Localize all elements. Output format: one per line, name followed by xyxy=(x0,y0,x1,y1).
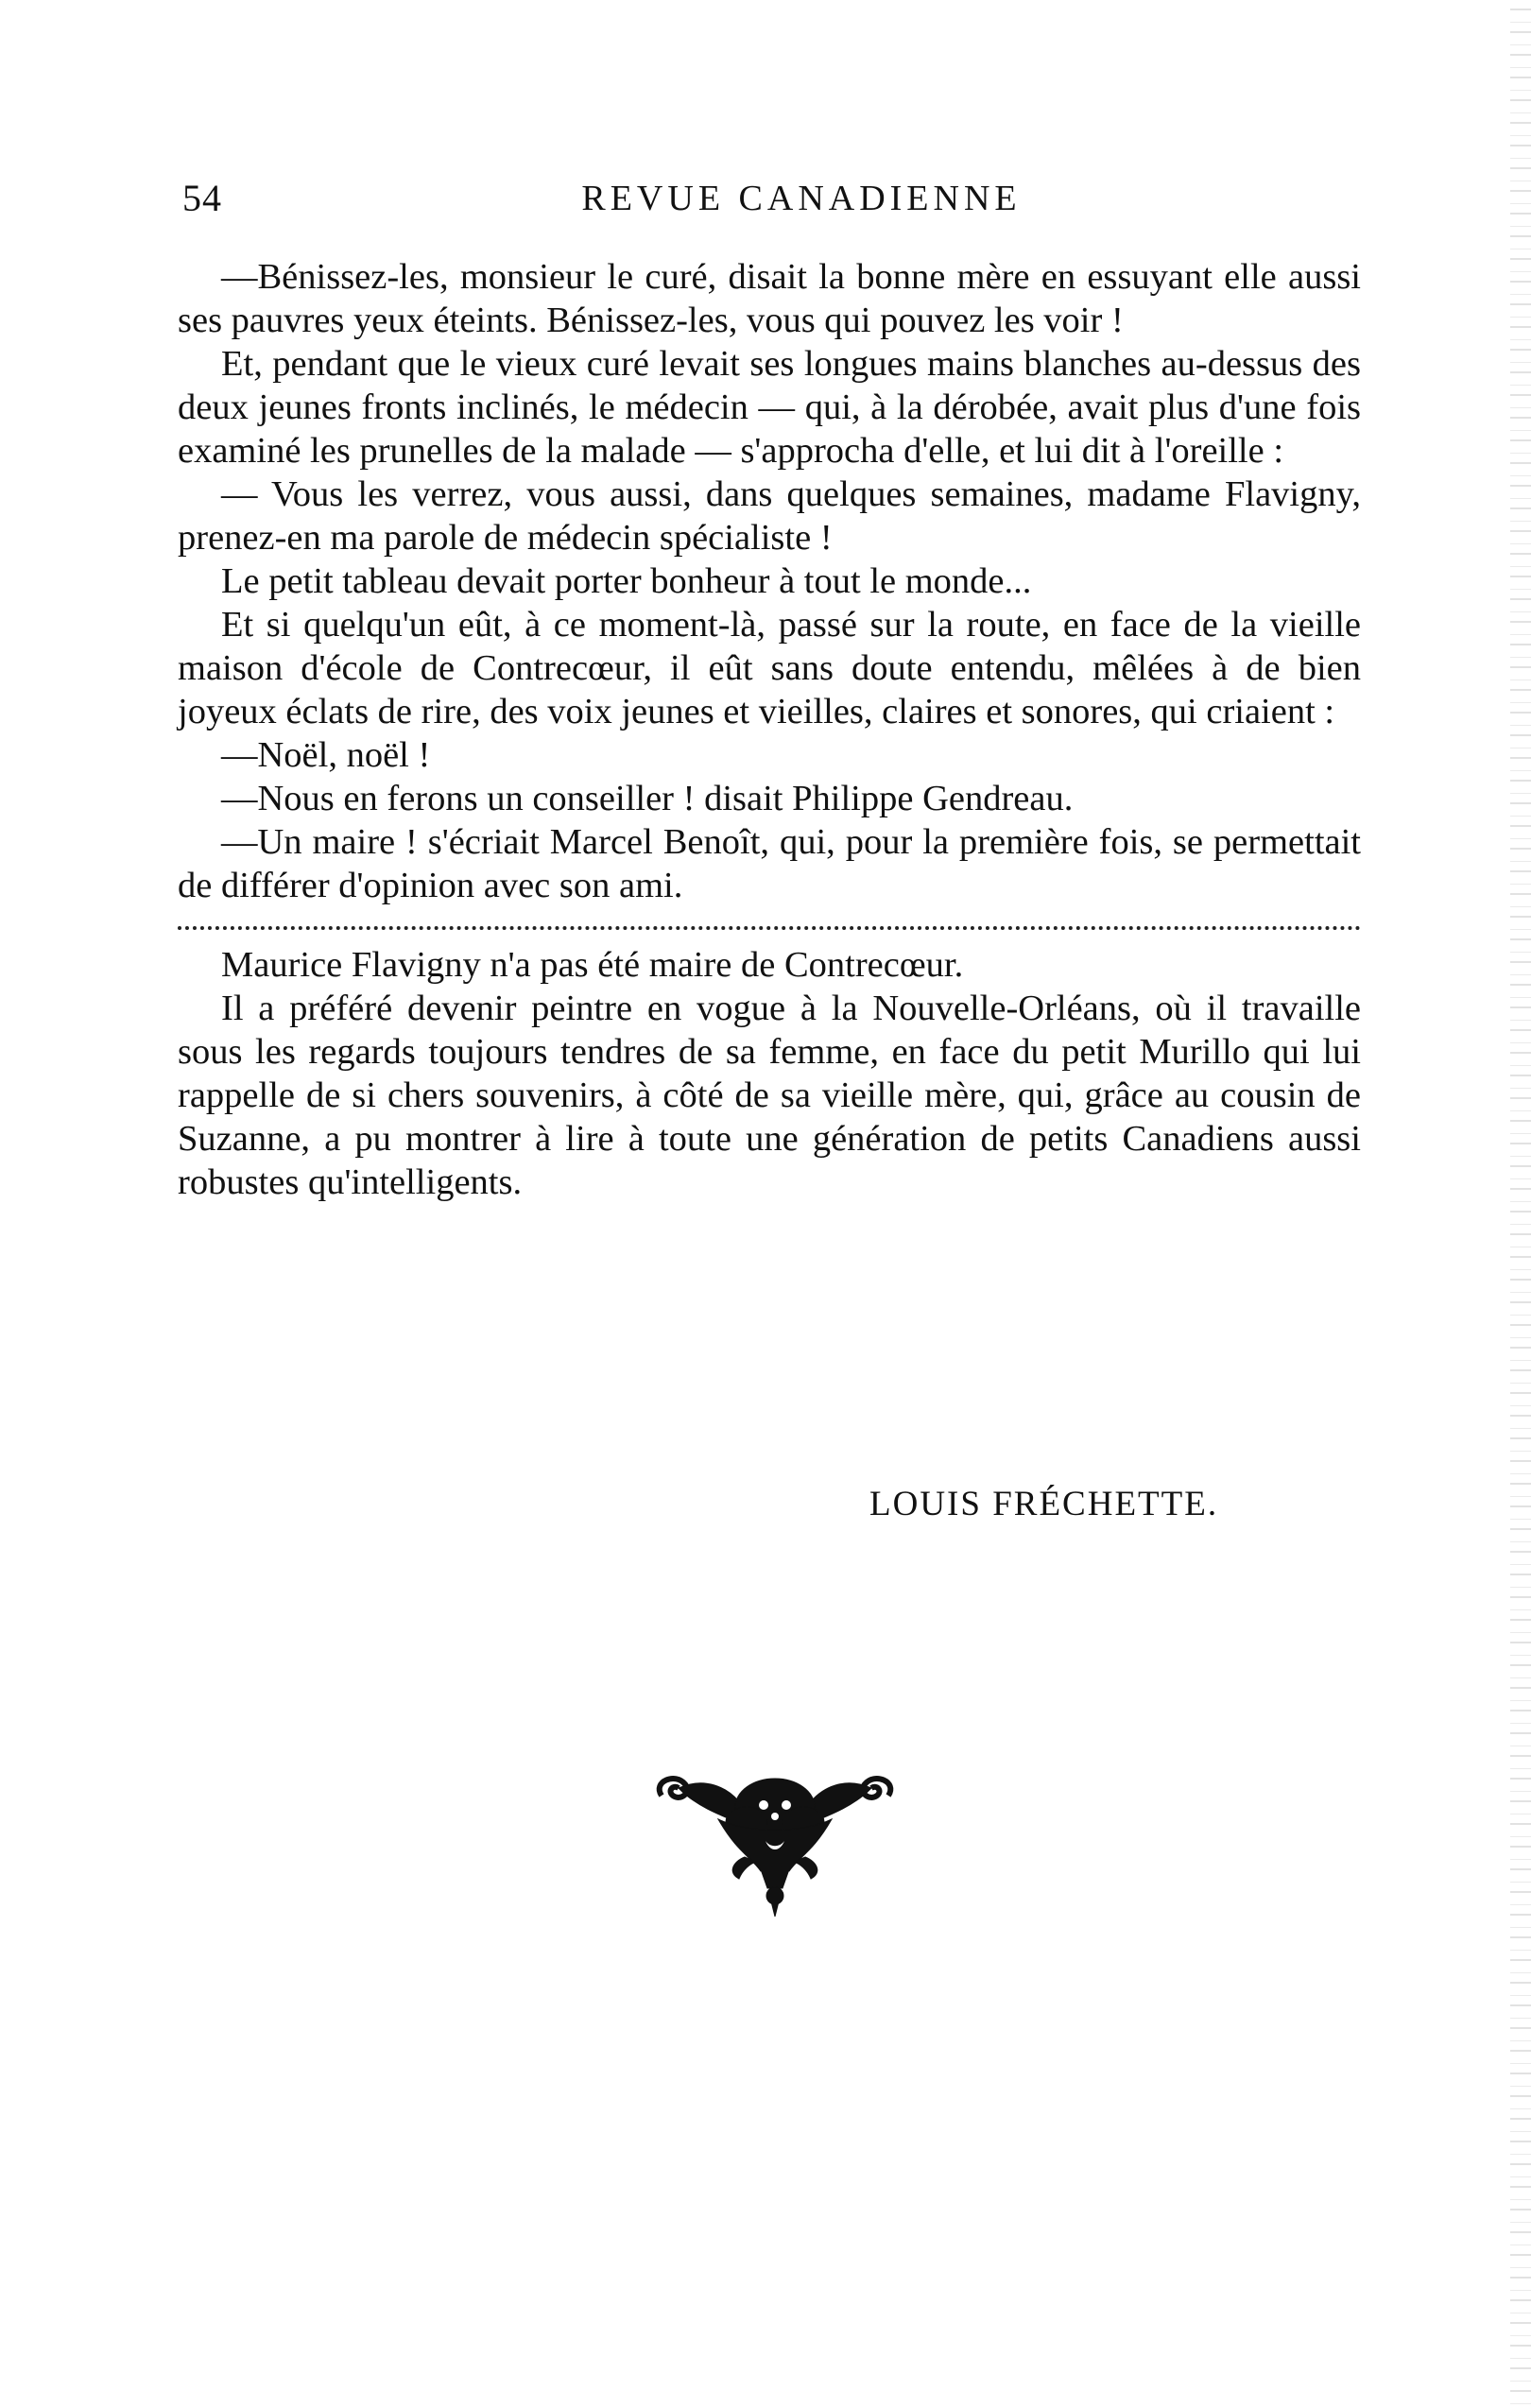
body-text xyxy=(178,255,1361,1204)
page-header xyxy=(182,176,1364,232)
scan-edge-border xyxy=(1510,0,1531,2408)
floral-fleuron-ornament-icon xyxy=(652,1767,898,1918)
paragraph: Et si quelqu'un eût, à ce moment-là, passé sur la route, en face de la vieille maison d'école de Contrecœur, il eût sans doute entendu, mêlées à de bien joyeux éclats de rire, des voix jeunes et vieilles, claires et sonores, qui criaient : xyxy=(178,605,1361,731)
paragraph: —Noël, noël ! xyxy=(221,735,431,775)
paragraph: —Bénissez-les, monsieur le curé, disait la bonne mère en essuyant elle aussi ses pauvres yeux éteints. Bénissez-les, vous qui pouvez les voir ! xyxy=(178,257,1361,340)
page-number: 54 xyxy=(182,177,222,219)
dotted-separator xyxy=(178,913,1361,930)
paragraph: —Nous en ferons un conseiller ! disait Philippe Gendreau. xyxy=(221,779,1074,818)
paragraph: Il a préféré devenir peintre en vogue à la Nouvelle-Orléans, où il travaille sous les regards toujours tendres de sa femme, en face du petit Murillo qui lui rappelle de si chers souvenirs, à côté de sa vieille mère, qui, grâce au cousin de Suzanne, a pu montrer à lire à toute une génération de petits Canadiens aussi robustes qu'intelligents. xyxy=(178,989,1361,1202)
paragraph: Et, pendant que le vieux curé levait ses longues mains blanches au-dessus des deux jeunes fronts inclinés, le médecin — qui, à la dérobée, avait plus d'une fois examiné les prunelles de la malade — s'approcha d'elle, et lui dit à l'oreille : xyxy=(178,344,1361,471)
running-title: REVUE CANADIENNE xyxy=(581,179,1022,218)
author-signature: LOUIS FRÉCHETTE. xyxy=(869,1485,1219,1523)
paragraph: — Vous les verrez, vous aussi, dans quelques semaines, madame Flavigny, prenez-en ma parole de médecin spécialiste ! xyxy=(178,474,1361,558)
paragraph: Le petit tableau devait porter bonheur à tout le monde... xyxy=(221,561,1032,601)
paragraph: Maurice Flavigny n'a pas été maire de Contrecœur. xyxy=(221,945,964,985)
paragraph: —Un maire ! s'écriait Marcel Benoît, qui, pour la première fois, se permettait de différer d'opinion avec son ami. xyxy=(178,822,1361,905)
